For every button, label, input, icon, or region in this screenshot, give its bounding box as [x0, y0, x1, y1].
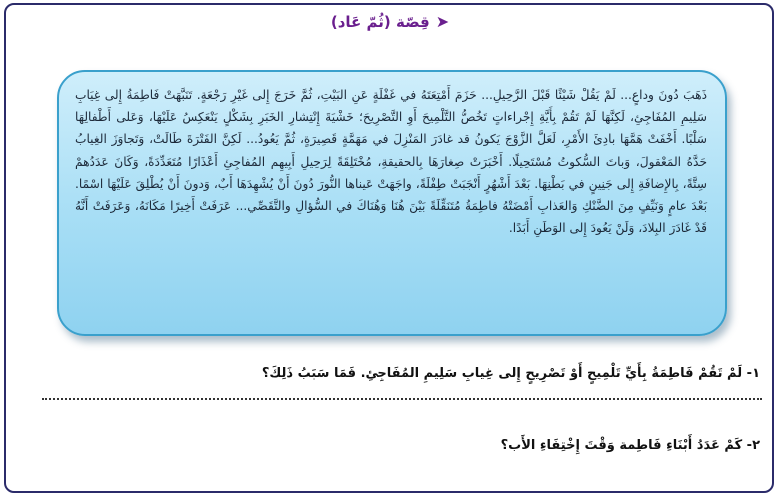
story-box: [57, 70, 727, 336]
arrow-icon: ➤: [435, 12, 450, 31]
story-title: [0, 12, 780, 38]
story-text: ذَهَبَ دُونَ وداعٍ... لَمْ يَقُلْ شَيْئًا قَبْلَ الرَّحِيلِ... حَزَمَ أَمْتِعَتَهُ في غَفْلَةٍ عَنِ البَيْتِ، ثُمَّ خَرَجَ إِلى غَيْرِ رَجْعَةٍ. تَنَبَّهَتْ فَاطِمَةُ إِلى غِيَابِ سَلِيمِ المُفَاجِئِ، لَكِنَّهَا لَمْ تَقُمْ بِأَيَّةِ إِجْراءاتٍ تَخُصُّ التَّلْمِيحَ أَوِ التَّصْرِيحَ؛ خَشْيَةَ إِنْتِشارِ الخَبَرِ بِشَكْلٍ يَنْعَكِسُ عَلَيْهَا، وَعَلى أَطْفالِهَا سَلْبًا. أَخْفَتْ هَمَّهَا بادِئَ الأَمْرِ، لَعَلَّ الزَّوْجَ يَكونُ قد غادَرَ المَنْزِلَ في مَهَمَّةٍ قَصِيرَةٍ، ثُمَّ يَعُودُ... لَكِنَّ الفَتْرَةَ طَالَتْ، وَتَجاوَزَ الغِيابُ حَدَّهُ المَعْقولَ، وَباتَ السُّكوتُ مُسْتَحِيلًا. أَخْبَرَتْ صِغارَهَا بِالحقيقةِ، مُخْتَلِقَةً لِرَحِيلِ أَبِيهِم المُفاجِئِ أَعْذَارًا مُتَعَدِّدَةً، وَكَانَ عَدَدُهمْ سِتَّةً، بِالإِضافَةِ إِلى جَنِينٍ في بَطْنِهَا. بَعْدَ أَشْهُرٍ أَنْجَبَتْ طِفْلَةً، واجَهَتْ عَيناها النُّورَ دُونَ أَنْ يُشْهِدَهَا أَبٌ، وَدونَ أَنْ يُطْلِقَ عَلَيْهَا اسْمًا. بَعْدَ عامٍ وَنَيِّفٍ مِنَ الضَّنْكِ وَالعَذابِ أَمْضَتْهُ فاطِمَةُ مُتَنَقِّلَةً بَيْنَ هُنَا وَهُنَاكَ في السُّؤالِ والتَّقَصِّي... عَرَفَتْ أَخِيرًا مَكَانَهُ، وَعَرَفَتْ أَنَّهُ قَدْ غَادَرَ البِلادَ، وَلَنْ يَعُودَ إِلى الوَطَنِ أَبَدًا.: [75, 88, 707, 236]
answer-line-1[interactable]: [42, 398, 762, 400]
story-title-text: قِصّة (ثُمّ عَاد): [330, 13, 430, 31]
question-2: ٢- كَمْ عَدَدُ أَبْنَاءِ فَاطِمة وَقْتَ إِخْتِفَاءِ الأَب؟: [500, 438, 760, 453]
question-1: ١- لَمْ تَقُمْ فَاطِمَةُ بِأَيِّ تَلْمِيحٍ أَوْ تَصْرِيحٍ إِلى غِيابِ سَلِيمِ المُفَاجِئِ. فَمَا سَبَبُ ذَلِكَ؟: [261, 366, 760, 381]
